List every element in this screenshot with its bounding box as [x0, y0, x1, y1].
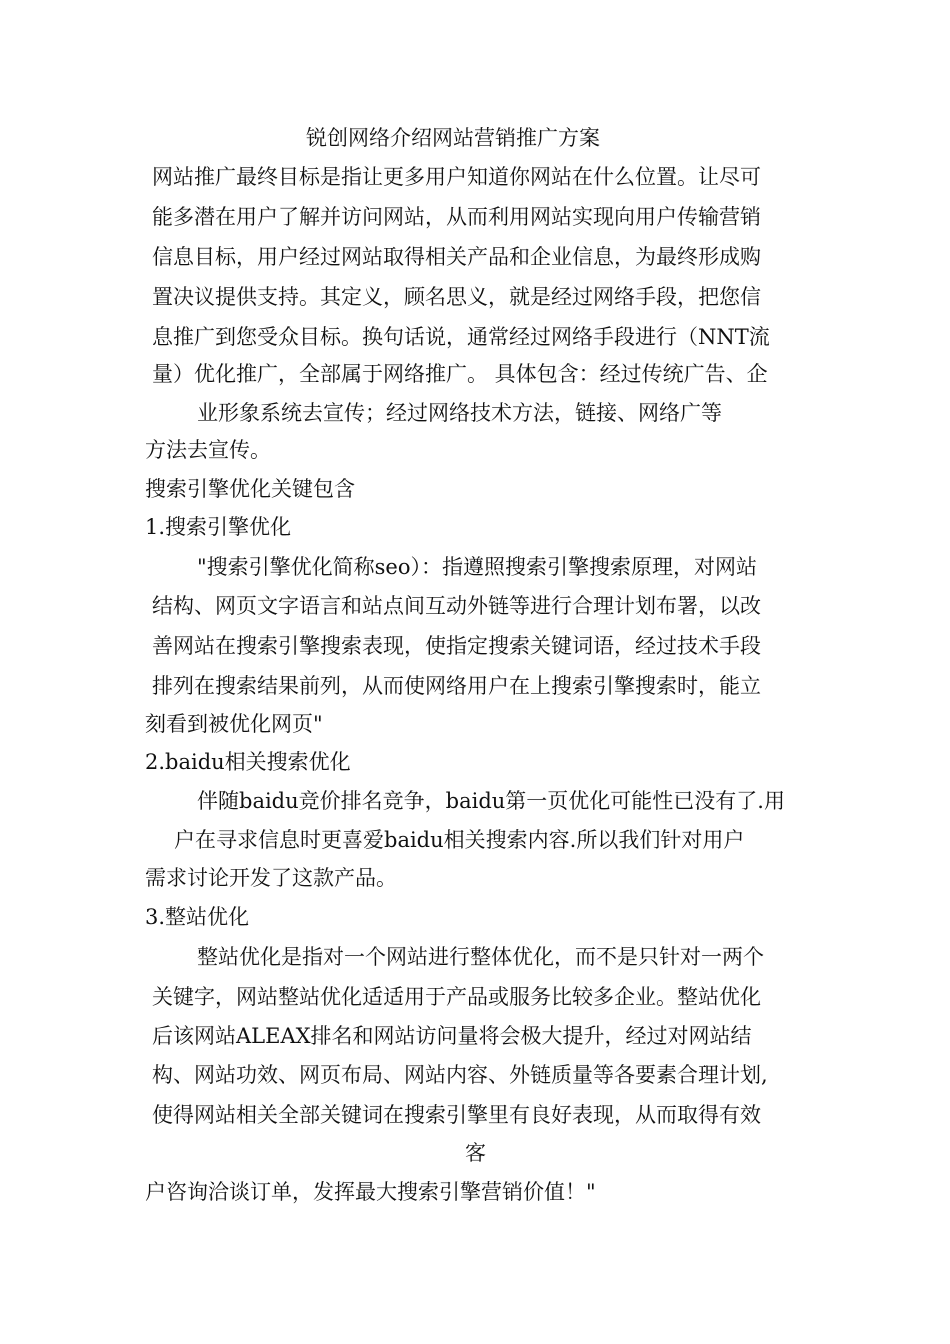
- item-body-line: 刻看到被优化网页": [145, 712, 323, 736]
- item-body-line: 需求讨论开发了这款产品。: [145, 866, 397, 890]
- intro-line: 息推广到您受众目标。换句话说，通常经过网络手段进行（NNT流: [152, 325, 770, 349]
- intro-line: 网站推广最终目标是指让更多用户知道你网站在什么位置。让尽可: [152, 165, 761, 189]
- item-body-line: 户咨询洽谈订单，发挥最大搜索引擎营销价值！": [145, 1180, 596, 1204]
- item-heading: 3.整站优化: [145, 905, 250, 929]
- intro-line: 信息目标，用户经过网站取得相关产品和企业信息，为最终形成购: [152, 245, 761, 269]
- item-body-line: 客: [465, 1141, 486, 1165]
- intro-line: 业形象系统去宣传；经过网络技术方法，链接、网络广等: [197, 401, 722, 425]
- item-body-line: 户在寻求信息时更喜爱baidu相关搜索内容.所以我们针对用户: [174, 828, 745, 852]
- intro-line: 置决议提供支持。其定义，顾名思义，就是经过网络手段，把您信: [152, 285, 761, 309]
- item-body-line: 整站优化是指对一个网站进行整体优化，而不是只针对一两个: [197, 945, 764, 969]
- item-body-line: 关键字，网站整站优化适适用于产品或服务比较多企业。整站优化: [152, 985, 761, 1009]
- intro-line: 方法去宣传。: [145, 438, 271, 462]
- item-body-line: 伴随baidu竞价排名竞争，baidu第一页优化可能性已没有了.用: [197, 789, 785, 813]
- item-body-line: 后该网站ALEAX排名和网站访问量将会极大提升，经过对网站结: [152, 1024, 752, 1048]
- item-body-line: 排列在搜索结果前列，从而使网络用户在上搜索引擎搜索时，能立: [152, 674, 761, 698]
- item-body-line: 善网站在搜索引擎搜索表现，使指定搜索关键词语，经过技术手段: [152, 634, 761, 658]
- section-heading: 搜索引擎优化关键包含: [145, 477, 355, 501]
- intro-line: 量）优化推广，全部属于网络推广。 具体包含：经过传统广告、企: [152, 362, 768, 386]
- item-body-line: 结构、网页文字语言和站点间互动外链等进行合理计划布署，以改: [152, 594, 761, 618]
- intro-line: 能多潜在用户了解并访问网站，从而利用网站实现向用户传输营销: [152, 205, 761, 229]
- item-body-line: "搜索引擎优化简称seo）：指遵照搜索引擎搜索原理，对网站: [197, 555, 758, 579]
- item-heading: 1.搜索引擎优化: [145, 515, 292, 539]
- document-title: 锐创网络介绍网站营销推广方案: [306, 126, 600, 150]
- item-heading: 2.baidu相关搜索优化: [145, 750, 351, 774]
- item-body-line: 使得网站相关全部关键词在搜索引擎里有良好表现，从而取得有效: [152, 1103, 761, 1127]
- item-body-line: 构、网站功效、网页布局、网站内容、外链质量等各要素合理计划,: [152, 1063, 768, 1087]
